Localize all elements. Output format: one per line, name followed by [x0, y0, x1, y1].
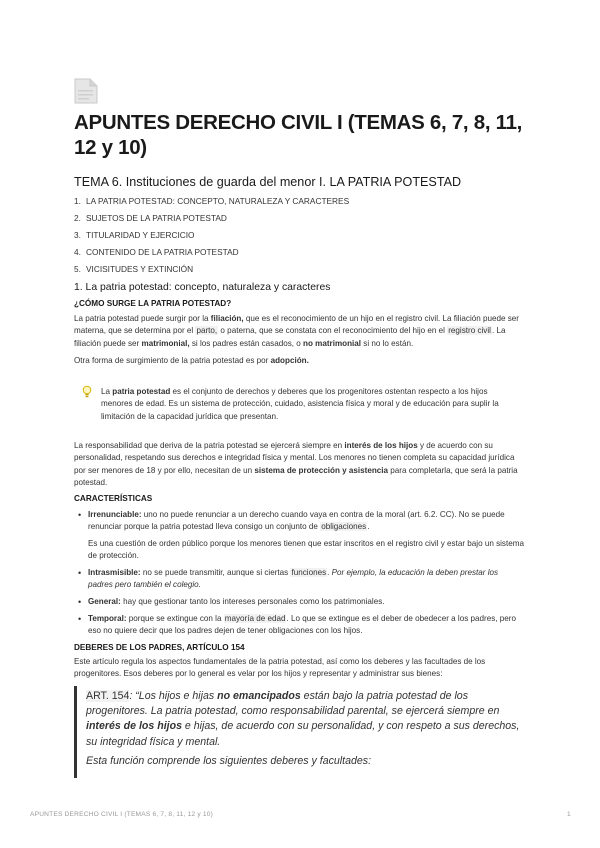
paragraph-responsabilidad: La responsabilidad que deriva de la patria potestad se ejercerá siempre en interés de los hijos y de acuerdo con su personalidad, respetando sus derechos e integridad física y mental. Los menores no tienen completa su capacidad jurídica por ser menores de 18 y por ello, necesitan de un sistema de protección y asistencia para completarla, que será la patria potestad. — [74, 441, 518, 487]
quote-bar — [74, 686, 77, 778]
toc-item: 3. TITULARIDAD Y EJERCICIO — [74, 229, 195, 240]
bullet-dot: • — [78, 510, 82, 520]
list-item: General: hay que gestionar tanto los intereses personales como los patrimoniales. — [88, 597, 385, 606]
toc-item: 5. VICISITUDES Y EXTINCIÓN — [74, 263, 194, 274]
list-item: Intrasmisible: no se puede transmitir, aunque si ciertas funciones. Por ejemplo, la educación la deben prestar los padres pero también el colegio. — [88, 568, 499, 590]
toc-item: 1. LA PATRIA POTESTAD: CONCEPTO, NATURALEZA Y CARACTERES — [74, 196, 350, 206]
toc-item: 4. CONTENIDO DE LA PATRIA POTESTAD — [74, 246, 239, 257]
quote-art-154: ART. 154: “Los hijos e hijas no emancipados están bajo la patria potestad de los progenitores. La patria potestad, como responsabilidad parental, se ejercerá siempre en interés de los hijos e hijas, de acuerdo con su personalidad, y con respeto a sus derechos, su integridad física y mental. Esta función comprende los siguientes deberes y facultades: — [86, 690, 520, 767]
section-heading: 1. La patria potestad: concepto, naturaleza y caracteres — [74, 282, 331, 293]
subheading-deberes: DEBERES DE LOS PADRES, ARTÍCULO 154 — [74, 643, 245, 652]
list-item: Temporal: porque se extingue con la mayoría de edad. Lo que se extingue es el deber de obedecer a los padres, pero eso no quiere decir que los padres dejen de tener obligaciones con los hijos. — [88, 614, 516, 636]
subheading-como-surge: ¿CÓMO SURGE LA PATRIA POTESTAD? — [74, 299, 232, 308]
bullet-dot: • — [78, 568, 82, 578]
paragraph-adopcion: Otra forma de surgimiento de la patria potestad es por adopción. — [74, 356, 309, 365]
list-item: Irrenunciable: uno no puede renunciar a un derecho cuando vaya en contra de la moral (art. 6.2. CC). No se puede renunciar porque la patria potestad lleva consigo un conjunto de obligaciones. — [88, 510, 505, 532]
footer-title: APUNTES DERECHO CIVIL I (TEMAS 6, 7, 8, 11, 12 y 10) — [30, 811, 213, 818]
page-number: 1 — [567, 811, 571, 818]
toc-list — [74, 193, 349, 278]
document-icon — [74, 78, 98, 104]
paragraph-filiacion: La patria potestad puede surgir por la filiación, que es el reconocimiento de un hijo en el registro civil. La filiación puede ser materna, que se determina por el parto, o paterna, que se constata con el reconocimiento del hijo en el registro civil. La filiación puede ser matrimonial, si los padres están casados, o no matrimonial si no lo están. — [74, 314, 519, 348]
toc-item: 2. SUJETOS DE LA PATRIA POTESTAD — [74, 212, 227, 223]
document-title: APUNTES DERECHO CIVIL I (TEMAS 6, 7, 8, 11, 12 y 10) — [74, 111, 523, 159]
lightbulb-icon — [82, 385, 92, 399]
subheading-caracteristicas: CARACTERÍSTICAS — [74, 494, 153, 503]
list-item-extra: Es una cuestión de orden público porque los menores tienen que estar inscritos en el registro civil y estar bajo un sistema de protección. — [88, 539, 524, 561]
bullet-dot: • — [78, 614, 82, 624]
callout-definition: La patria potestad es el conjunto de derechos y deberes que los progenitores ostentan respecto a los hijos menores de edad. Es un sistema de protección, cuidado, asistencia física y moral y de educación para suplir la limitación de la capacidad jurídica que presentan. — [101, 387, 499, 421]
paragraph-articulo: Este artículo regula los aspectos fundamentales de la patria potestad, así como los deberes y las facultades de los progenitores. Esos deberes por lo general es velar por los hijos y representar y administrar sus bienes: — [74, 657, 486, 679]
bullet-dot: • — [78, 597, 82, 607]
tema-heading: TEMA 6. Instituciones de guarda del menor I. LA PATRIA POTESTAD — [74, 175, 462, 189]
